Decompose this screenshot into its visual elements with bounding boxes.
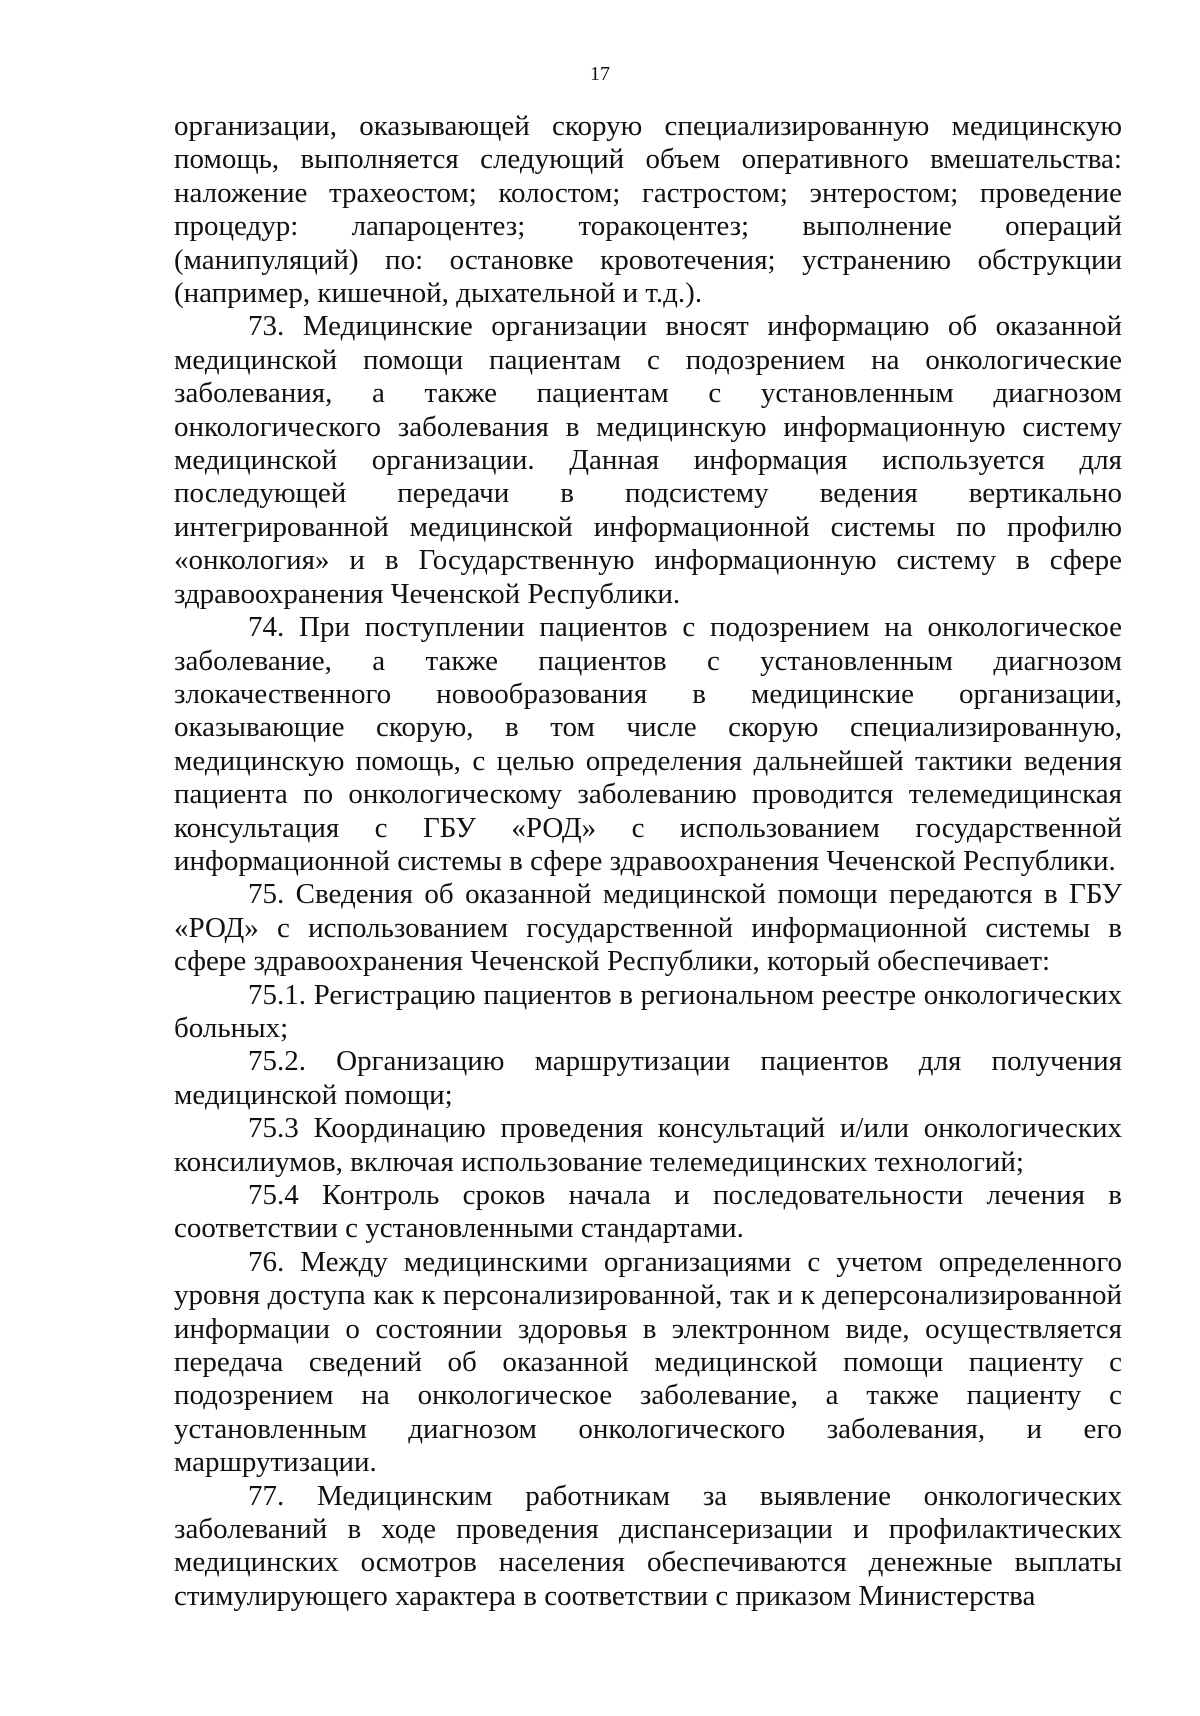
paragraph-75-3: 75.3 Координацию проведения консультаций и/или онкологических консилиумов, включая использование телемедицинских технологий; xyxy=(174,1112,1122,1178)
paragraph-75-1: 75.1. Регистрацию пациентов в региональном реестре онкологических больных; xyxy=(174,978,1122,1044)
paragraph-77: 77. Медицинским работникам за выявление онкологических заболеваний в ходе проведения диспансеризации и профилактических медицинских осмотров населения обеспечиваются денежные выплаты стимулирующего характера в соответствии с приказом Министерства xyxy=(174,1479,1122,1612)
paragraph-75: 75. Сведения об оказанной медицинской помощи передаются в ГБУ «РОД» с использованием государственной информационной системы в сфере здравоохранения Чеченской Республики, который обеспечивает: xyxy=(174,878,1122,978)
paragraph-75-4: 75.4 Контроль сроков начала и последовательности лечения в соответствии с установленными стандартами. xyxy=(174,1179,1122,1245)
paragraph-continuation: организации, оказывающей скорую специализированную медицинскую помощь, выполняется следующий объем оперативного вмешательства: наложение трахеостом; колостом; гастростом; энтеростом; проведение процедур: лапароцентез; торакоцентез; выполнение операций (манипуляций) по: остановке кровотечения; устранению обструкции (например, кишечной, дыхательной и т.д.). xyxy=(174,110,1122,310)
paragraph-75-2: 75.2. Организацию маршрутизации пациентов для получения медицинской помощи; xyxy=(174,1045,1122,1111)
document-body xyxy=(174,110,1122,1613)
paragraph-73: 73. Медицинские организации вносят информацию об оказанной медицинской помощи пациентам с подозрением на онкологические заболевания, а также пациентам с установленным диагнозом онкологического заболевания в медицинскую информационную систему медицинской организации. Данная информация используется для последующей передачи в подсистему ведения вертикально интегрированной медицинской информационной системы по профилю «онкология» и в Государственную информационную систему в сфере здравоохранения Чеченской Республики. xyxy=(174,310,1122,610)
paragraph-76: 76. Между медицинскими организациями с учетом определенного уровня доступа как к персонализированной, так и к деперсонализированной информации о состоянии здоровья в электронном виде, осуществляется передача сведений об оказанной медицинской помощи пациенту с подозрением на онкологическое заболевание, а также пациенту с установленным диагнозом онкологического заболевания, и его маршрутизации. xyxy=(174,1245,1122,1479)
page-number: 17 xyxy=(590,63,610,85)
paragraph-74: 74. При поступлении пациентов с подозрением на онкологическое заболевание, а также пациентов с установленным диагнозом злокачественного новообразования в медицинские организации, оказывающие скорую, в том числе скорую специализированную, медицинскую помощь, с целью определения дальнейшей тактики ведения пациента по онкологическому заболеванию проводится телемедицинская консультация с ГБУ «РОД» с использованием государственной информационной системы в сфере здравоохранения Чеченской Республики. xyxy=(174,611,1122,877)
